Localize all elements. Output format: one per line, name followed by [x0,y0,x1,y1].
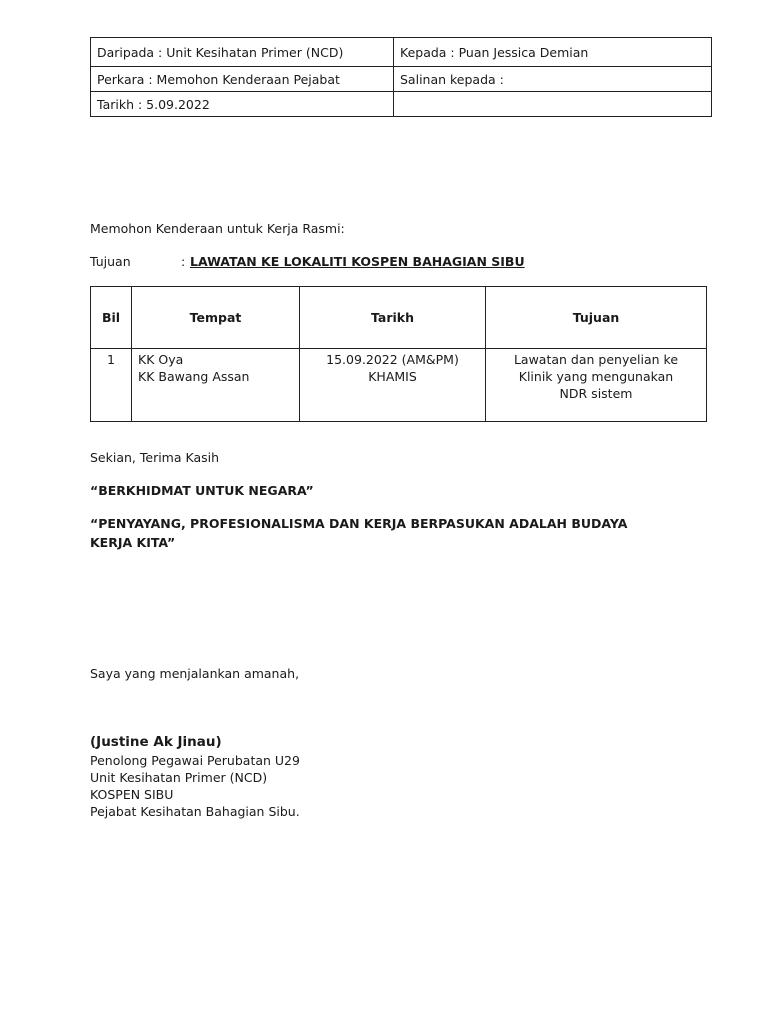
subject-cell: Perkara : Memohon Kenderaan Pejabat [91,67,394,92]
from-cell: Daripada : Unit Kesihatan Primer (NCD) [91,38,394,67]
signatory-office: Pejabat Kesihatan Bahagian Sibu. [90,804,300,819]
purpose-value: LAWATAN KE LOKALITI KOSPEN BAHAGIAN SIBU [190,254,525,269]
tempat-line: KK Oya [138,352,184,367]
date-cell: Tarikh : 5.09.2022 [91,92,394,117]
column-header-tujuan: Tujuan [486,287,707,349]
memo-header-table [90,37,712,117]
to-cell: Kepada : Puan Jessica Demian [394,38,712,67]
visit-table [90,286,707,422]
column-header-bil: Bil [91,287,132,349]
tujuan-line: Lawatan dan penyelian ke [513,352,679,367]
request-line: Memohon Kenderaan untuk Kerja Rasmi: [90,221,345,236]
tujuan-line: Klinik yang mengunakan [518,369,674,384]
cell-tujuan [486,349,707,422]
signatory-title: Penolong Pegawai Perubatan U29 [90,753,300,768]
cell-bil [91,349,132,422]
signatory-name: (Justine Ak Jinau) [90,734,222,750]
cell-tempat [132,349,300,422]
cc-cell: Salinan kepada : [394,67,712,92]
purpose-separator: : [181,254,186,269]
signatory-program: KOSPEN SIBU [90,787,174,802]
tempat-line: KK Bawang Assan [138,369,250,384]
signature-block [90,733,300,820]
tujuan-line: NDR sistem [559,386,633,401]
tarikh-line: KHAMIS [368,369,417,384]
column-header-tarikh: Tarikh [300,287,486,349]
column-header-tempat: Tempat [132,287,300,349]
bil-value: 1 [107,352,115,367]
signatory-unit: Unit Kesihatan Primer (NCD) [90,770,268,785]
closing-text: Sekian, Terima Kasih [90,450,220,465]
motto-primary: “BERKHIDMAT UNTUK NEGARA” [90,483,314,498]
motto-secondary-line2: KERJA KITA” [90,535,176,550]
motto-secondary-line1: “PENYAYANG, PROFESIONALISMA DAN KERJA BERPASUKAN ADALAH BUDAYA [90,516,628,531]
empty-cell [394,92,712,117]
purpose-label: Tujuan [90,254,131,269]
signoff-text: Saya yang menjalankan amanah, [90,666,300,681]
table-row [91,349,707,422]
cell-tarikh [300,349,486,422]
tarikh-line: 15.09.2022 (AM&PM) [326,352,459,367]
